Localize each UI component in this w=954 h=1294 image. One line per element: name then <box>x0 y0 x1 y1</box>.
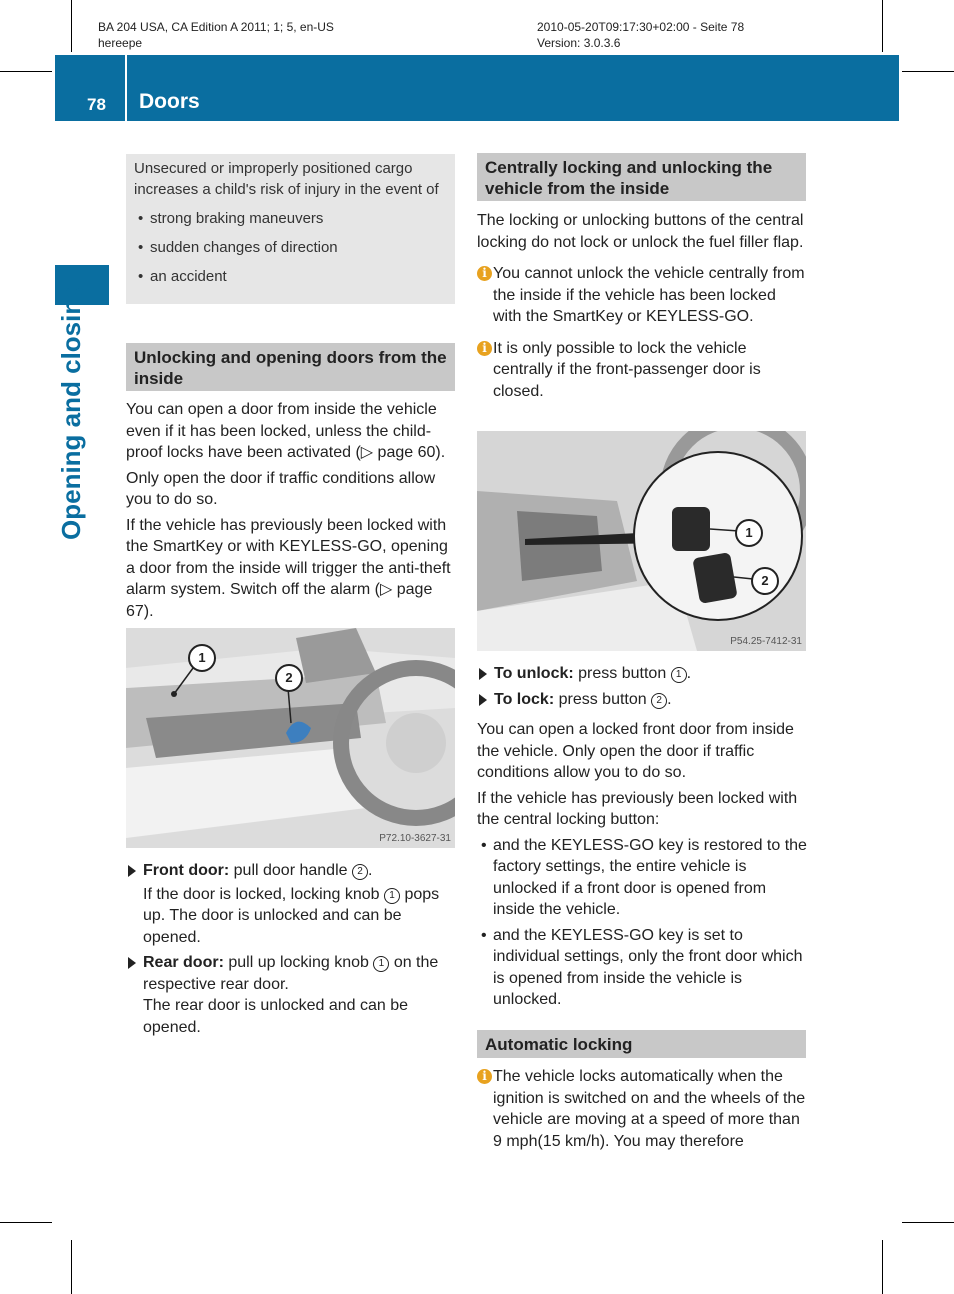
left-column-text <box>126 399 457 626</box>
step-text: on the respective rear door. <box>143 954 439 993</box>
left-steps <box>126 860 457 1042</box>
bullet-icon: • <box>481 836 487 854</box>
crop-mark <box>71 1240 72 1294</box>
bullet-text: and the KEYLESS-GO key is restored to the factory settings, the entire vehicle is unlocked if a front door is opened from inside the vehicle. <box>493 836 807 918</box>
automatic-locking-text <box>477 1066 808 1162</box>
step-arrow-icon <box>128 957 136 969</box>
crop-mark <box>882 0 883 52</box>
print-meta-left <box>98 19 334 51</box>
print-meta-line: BA 204 USA, CA Edition A 2011; 1; 5, en-US <box>98 20 334 34</box>
section-heading-central-locking: Centrally locking and unlocking the vehicle from the inside <box>477 153 806 201</box>
page-number: 78 <box>87 95 106 114</box>
info-text: It is only possible to lock the vehicle centrally if the front-passenger door is closed. <box>493 339 761 400</box>
info-icon: i <box>477 341 492 356</box>
step-text: pull door handle <box>233 862 348 879</box>
bullet-icon: • <box>138 239 144 256</box>
callout-1: 1 <box>188 644 216 672</box>
warning-text: Unsecured or improperly positioned cargo increases a child's risk of injury in the event of <box>134 160 439 198</box>
section-title: Doors <box>139 90 200 113</box>
print-meta-line: 2010-05-20T09:17:30+02:00 - Seite 78 <box>537 20 745 34</box>
step-unlock <box>477 663 808 685</box>
step-lock <box>477 689 808 711</box>
crop-mark <box>902 71 954 72</box>
print-meta-right <box>537 19 744 51</box>
bullet-text: strong braking maneuvers <box>150 210 324 227</box>
paragraph: If the vehicle has previously been locked with the central locking button: <box>477 789 798 828</box>
info-note <box>477 263 808 328</box>
bullet-icon: • <box>138 210 144 227</box>
print-meta-line: hereepe <box>98 36 143 50</box>
list-item <box>477 925 808 1011</box>
section-heading-unlocking: Unlocking and opening doors from the inside <box>126 343 455 391</box>
step-arrow-icon <box>128 865 136 877</box>
step-text: . <box>667 690 672 708</box>
ref-number: 2 <box>352 864 368 880</box>
crop-mark <box>882 1240 883 1294</box>
crop-mark <box>0 1222 52 1223</box>
door-interior-image <box>126 628 455 848</box>
right-column-text <box>477 210 808 412</box>
step-text: pull up locking knob <box>228 954 369 971</box>
info-note <box>477 1066 808 1152</box>
bullet-text: an accident <box>150 268 227 285</box>
header-divider <box>125 55 127 121</box>
paragraph: You can open a door from inside the vehicle even if it has been locked, unless the child-proof locks have been activated (▷ page 60). <box>126 401 446 461</box>
list-item <box>477 835 808 921</box>
warning-bullet <box>134 264 447 289</box>
step-text: press button <box>558 690 647 708</box>
ref-number: 1 <box>373 956 389 972</box>
bullet-icon: • <box>481 926 487 944</box>
print-meta-line: Version: 3.0.3.6 <box>537 36 621 50</box>
step-text: press button <box>578 665 667 682</box>
bullet-icon: • <box>138 268 144 285</box>
step-arrow-icon <box>479 694 487 706</box>
door-illustration <box>126 628 455 848</box>
ref-number: 2 <box>651 693 667 709</box>
info-icon: i <box>477 266 492 281</box>
step-rear-door <box>126 952 457 1038</box>
callout-2: 2 <box>275 664 303 692</box>
image-code: P72.10-3627-31 <box>379 833 451 844</box>
crop-mark <box>71 0 72 52</box>
ref-number: 1 <box>384 888 400 904</box>
crop-mark <box>902 1222 954 1223</box>
image-code: P54.25-7412-31 <box>730 636 802 647</box>
step-label: Rear door: <box>143 954 224 971</box>
bullet-text: and the KEYLESS-GO key is set to individual settings, only the front door which is opened from inside the vehicle is unlocked. <box>493 926 803 1008</box>
crop-mark <box>0 71 52 72</box>
central-locking-image <box>477 431 806 651</box>
step-text: pops up. The door is unlocked and can be opened. <box>143 885 440 946</box>
step-subtext <box>143 884 457 949</box>
info-text: You cannot unlock the vehicle centrally from the inside if the vehicle has been locked with the SmartKey or KEYLESS-GO. <box>493 265 805 325</box>
paragraph: If the vehicle has previously been locked with the SmartKey or with KEYLESS-GO, opening a door from the inside will trigger the anti-theft alarm system. Switch off the alarm (▷ page 67). <box>126 516 451 620</box>
paragraph: The locking or unlocking buttons of the central locking do not lock or unlock the fuel filler flap. <box>477 212 804 251</box>
callout-2: 2 <box>751 567 779 595</box>
info-text: The vehicle locks automatically when the ignition is switched on and the wheels of the vehicle are moving at a speed of more than 9 mph(15 km/h). You may therefore <box>493 1068 806 1150</box>
step-front-door <box>126 860 457 948</box>
step-text: If the door is locked, locking knob <box>143 885 380 903</box>
warning-bullet <box>134 206 447 231</box>
warning-bullet <box>134 235 447 260</box>
callout-1: 1 <box>735 519 763 547</box>
step-text: . <box>367 862 373 879</box>
step-label: To lock: <box>494 690 555 708</box>
step-subtext: The rear door is unlocked and can be opened. <box>143 997 409 1036</box>
ref-number: 1 <box>671 667 687 683</box>
section-heading-automatic-locking: Automatic locking <box>477 1030 806 1058</box>
warning-box <box>126 154 455 304</box>
step-label: To unlock: <box>494 665 574 682</box>
chapter-label: Opening and closing <box>56 282 86 540</box>
info-icon: i <box>477 1069 492 1084</box>
bullet-text: sudden changes of direction <box>150 239 338 256</box>
step-text: . <box>686 665 692 682</box>
step-label: Front door: <box>143 862 230 879</box>
paragraph: Only open the door if traffic conditions allow you to do so. <box>126 469 436 508</box>
info-note <box>477 338 808 403</box>
right-column-text-2 <box>477 663 808 1015</box>
paragraph: You can open a locked front door from inside the vehicle. Only open the door if traffic conditions allow you to do so. <box>477 721 794 781</box>
step-arrow-icon <box>479 668 487 680</box>
